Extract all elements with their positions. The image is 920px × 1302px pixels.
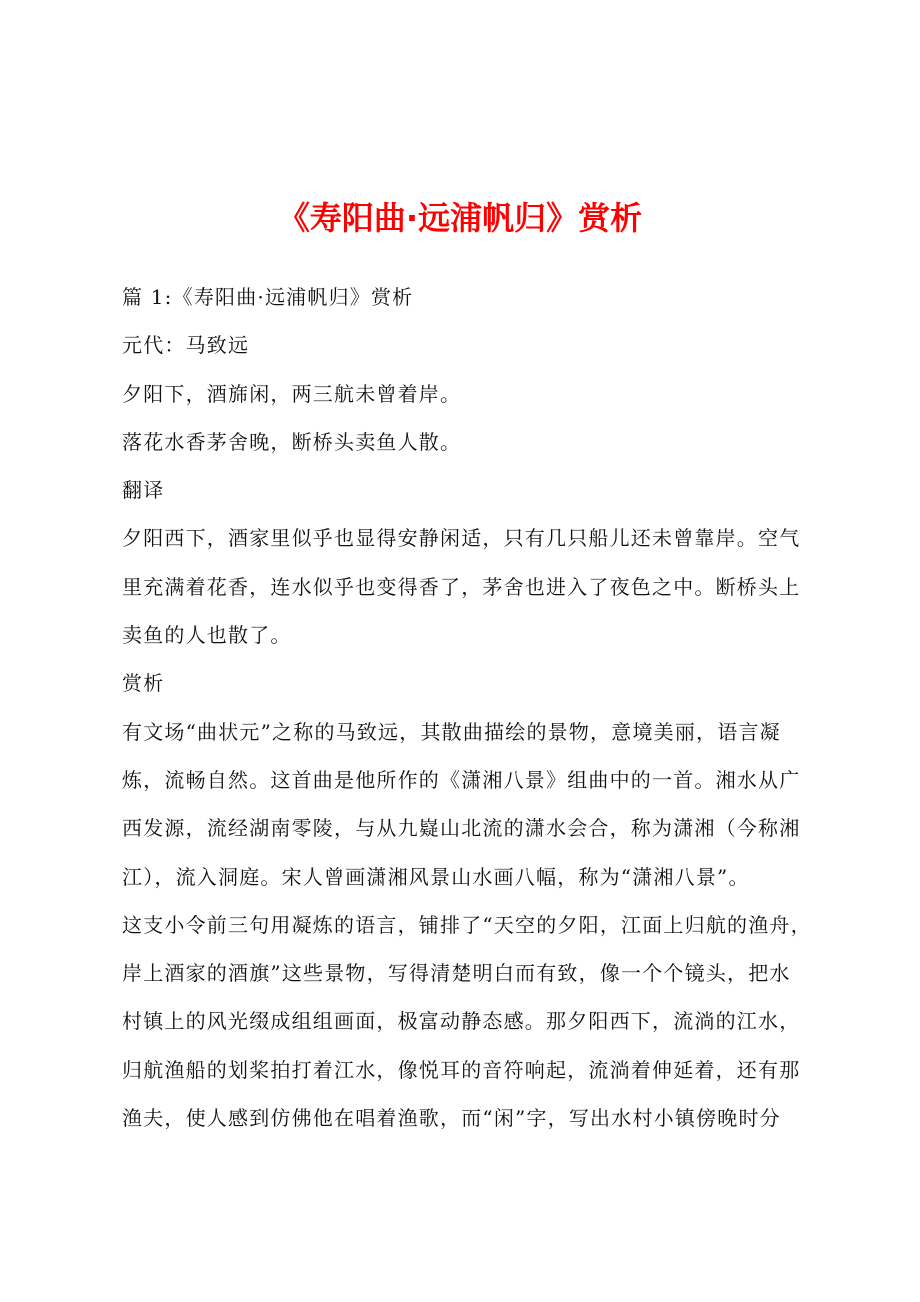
appreciation-line: 岸上酒家的酒旗”这些景物，写得清楚明白而有致，像一个个镜头，把水 (122, 961, 791, 986)
translation-line: 里充满着花香，连水似乎也变得香了，茅舍也进入了夜色之中。断桥头上 (122, 574, 801, 599)
appreciation-line: 这支小令前三句用凝炼的语言，铺排了“天空的夕阳，江面上归航的渔舟， (122, 912, 812, 937)
appreciation-line: 归航渔船的划桨拍打着江水，像悦耳的音符响起，流淌着伸延着，还有那 (122, 1057, 801, 1082)
appreciation-line: 江），流入洞庭。宋人曾画潇湘风景山水画八幅，称为“潇湘八景”。 (122, 864, 750, 889)
section-heading-appreciation: 赏析 (122, 671, 165, 696)
document-body (122, 279, 812, 1148)
appreciation-line: 村镇上的风光缀成组组画面，极富动静态感。那夕阳西下，流淌的江水， (122, 1009, 801, 1034)
poem-line: 落花水香茅舍晚，断桥头卖鱼人散。 (122, 429, 462, 454)
subtitle: 篇 1:《寿阳曲·远浦帆归》赏析 (122, 285, 414, 309)
appreciation-line: 西发源，流经湖南零陵，与从九嶷山北流的潇水会合，称为潇湘（今称湘 (122, 816, 801, 841)
section-heading-translation: 翻译 (122, 478, 165, 503)
appreciation-line: 渔夫，使人感到仿佛他在唱着渔歌，而“闲”字，写出水村小镇傍晚时分 (122, 1106, 781, 1131)
appreciation-line: 有文场“曲状元”之称的马致远，其散曲描绘的景物，意境美丽，语言凝 (122, 719, 781, 744)
appreciation-line: 炼，流畅自然。这首曲是他所作的《潇湘八景》组曲中的一首。湘水从广 (122, 767, 801, 792)
document-title: 《寿阳曲·远浦帆归》赏析 (277, 199, 643, 237)
translation-line: 卖鱼的人也散了。 (122, 623, 292, 648)
translation-line: 夕阳西下，酒家里似乎也显得安静闲适，只有几只船儿还未曾靠岸。空气 (122, 526, 801, 551)
author-line: 元代：马致远 (122, 333, 250, 358)
poem-line: 夕阳下，酒旆闲，两三航未曾着岸。 (122, 381, 462, 406)
